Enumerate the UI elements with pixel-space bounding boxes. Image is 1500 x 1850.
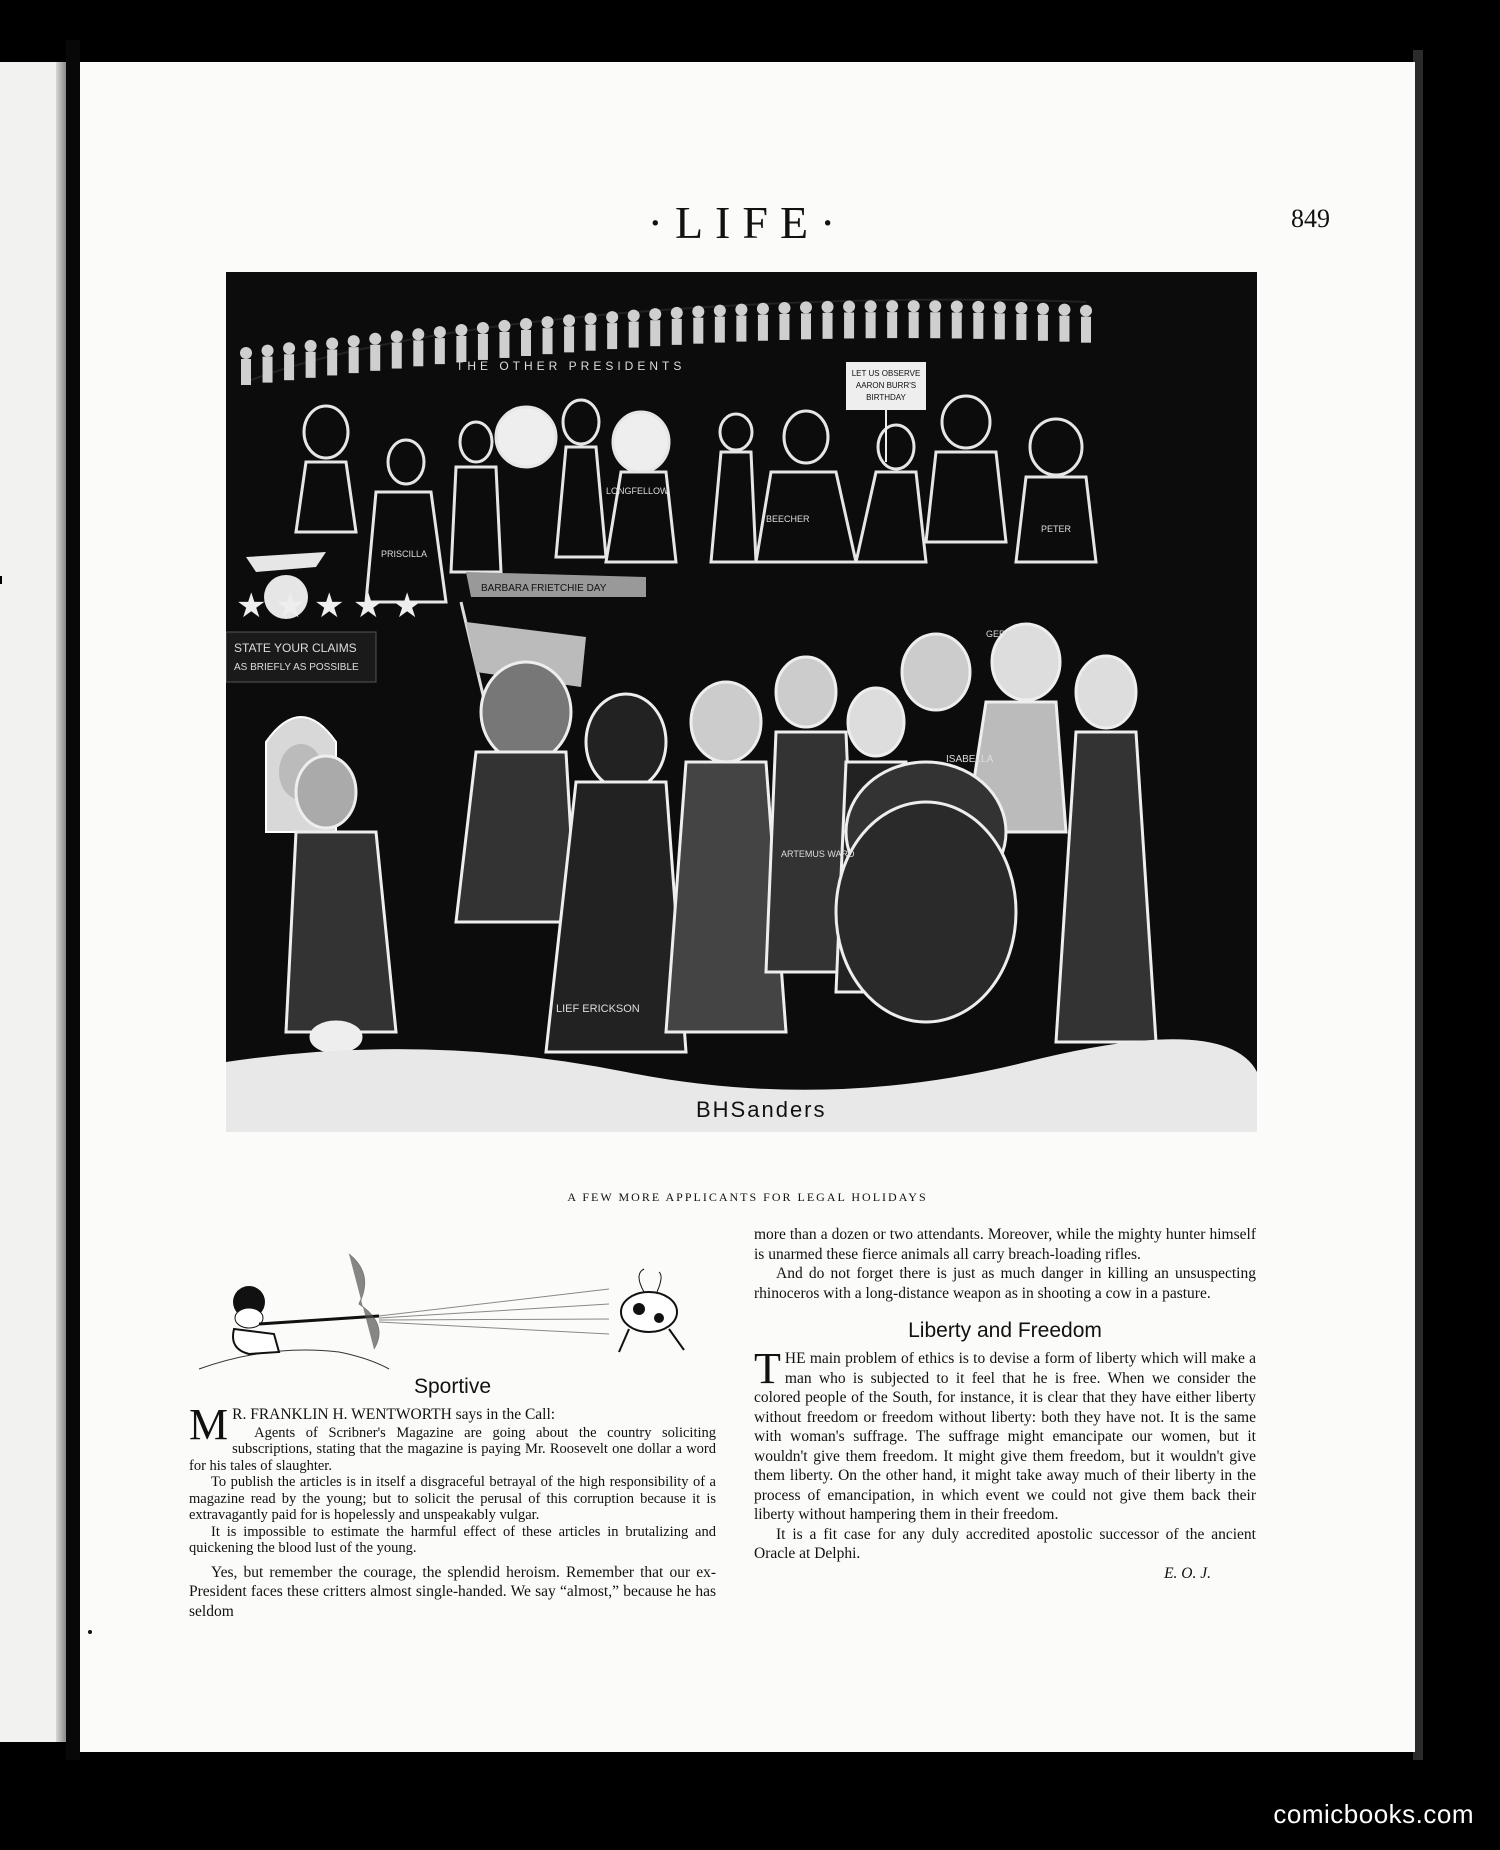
- procession-figure-body: [543, 328, 553, 354]
- procession-figure-body: [736, 316, 746, 342]
- procession-figure-head: [434, 326, 446, 338]
- procession-figure-body: [478, 334, 488, 360]
- placard-line2: AARON BURR'S: [855, 381, 917, 390]
- procession-figure-head: [283, 342, 295, 354]
- liberty-paragraph-1-text: HE main problem of ethics is to devise a form of liberty which will make a man who is subjected to it feel that he is free. When we consider the colored people of the South, for instance, it is clear that they have either liberty without freedom or freedom without liberty: both they have not. It is the same with woman's suffrage. The suffrage might emancipate our women, but it wouldn't give them freedom. It might give them freedom, but it wouldn't give them liberty. On the other hand, it might take away much of their liberty in the process of emancipation, in which event we could not give them back their liberty without hampering them in their freedom.: [754, 1350, 1256, 1523]
- liberty-paragraph-1: [754, 1344, 1256, 1525]
- procession-figure-body: [693, 318, 703, 344]
- procession-label: THE OTHER PRESIDENTS: [456, 359, 686, 373]
- sportive-intro-text: R. FRANKLIN H. WENTWORTH says in the Call:: [232, 1406, 556, 1423]
- procession-figure-body: [241, 359, 251, 385]
- dropcap-t: T: [754, 1344, 781, 1393]
- booth-sign-line2: AS BRIEFLY AS POSSIBLE: [234, 662, 359, 673]
- hunting-vignette: [189, 1234, 716, 1372]
- procession-figure-head: [262, 345, 274, 357]
- procession-figure-head: [951, 300, 963, 312]
- procession-figure-head: [348, 335, 360, 347]
- middle-figures: [296, 396, 1096, 602]
- bush: [349, 1254, 379, 1349]
- procession-figure-body: [801, 313, 811, 339]
- procession-figure-head: [994, 301, 1006, 313]
- procession-figure-head: [240, 347, 252, 359]
- page-number: 849: [1291, 204, 1330, 233]
- procession-figure-body: [866, 312, 876, 338]
- watermark: comicbooks.com: [1273, 1799, 1474, 1829]
- procession-figure-head: [412, 328, 424, 340]
- procession-figure-body: [564, 326, 574, 352]
- procession-figure-head: [1037, 303, 1049, 315]
- procession-figure-head: [606, 311, 618, 323]
- procession-figure-head: [822, 301, 834, 313]
- procession-figure-body: [672, 319, 682, 345]
- cartoon-drawing: [226, 272, 1257, 1132]
- quote-paragraph-3: It is impossible to estimate the harmful effect of these articles in brutalizing and quickening the blood lust of the young.: [189, 1523, 716, 1556]
- masthead-title: ·LIFE·: [647, 197, 848, 248]
- procession-figure-body: [349, 347, 359, 373]
- procession-figure-body: [413, 340, 423, 366]
- procession-figure-body: [370, 345, 380, 371]
- procession-figure-body: [973, 313, 983, 339]
- sportive-continued: more than a dozen or two attendants. Moreover, while the mighty hunter himself is unarmed these fierce animals all carry breach-loading rifles.: [754, 1226, 1256, 1263]
- procession-figure-body: [823, 313, 833, 339]
- procession-figure-body: [844, 312, 854, 338]
- procession-figure-body: [284, 354, 294, 380]
- procession-figure-body: [779, 314, 789, 340]
- procession-figure-body: [952, 312, 962, 338]
- procession-figure-head: [498, 320, 510, 332]
- procession-figure-head: [692, 306, 704, 318]
- procession-figure-head: [757, 303, 769, 315]
- procession-figure-body: [909, 312, 919, 338]
- scan-dot: [88, 1630, 92, 1634]
- label-geronimo: GERONIMO: [986, 629, 1037, 639]
- procession-figure-head: [585, 313, 597, 325]
- procession-figure-head: [477, 322, 489, 334]
- procession-figure-body: [758, 315, 768, 341]
- placard-line1: LET US OBSERVE: [851, 369, 921, 378]
- booth-sign-line1: STATE YOUR CLAIMS: [234, 641, 357, 655]
- svg-text:★ ★ ★ ★ ★: ★ ★ ★ ★ ★: [236, 588, 423, 625]
- label-longfellow: LONGFELLOW: [606, 486, 669, 496]
- procession-figure-head: [391, 331, 403, 343]
- procession-figure-head: [778, 302, 790, 314]
- heading-liberty: Liberty and Freedom: [908, 1319, 1102, 1342]
- procession-figure-body: [995, 313, 1005, 339]
- procession-figure-head: [542, 316, 554, 328]
- procession-figure-body: [586, 325, 596, 351]
- procession-figure-head: [735, 304, 747, 316]
- procession-figure-body: [435, 338, 445, 364]
- foreground-crowd: [286, 624, 1156, 1052]
- procession-figure-head: [908, 300, 920, 312]
- procession-figure-body: [1038, 315, 1048, 341]
- procession-figure-head: [1080, 305, 1092, 317]
- procession-figure-head: [843, 300, 855, 312]
- cow: [621, 1292, 677, 1332]
- cartoon-illustration: [226, 272, 1257, 1132]
- procession-figure-head: [972, 301, 984, 313]
- eagle-stars: [236, 552, 422, 625]
- liberty-paragraph-2: It is a fit case for any duly accredited apostolic successor of the ancient Oracle at Delphi.: [754, 1525, 1256, 1562]
- procession-figure-body: [521, 330, 531, 356]
- sportive-paragraph-2: And do not forget there is just as much danger in killing an unsuspecting rhinoceros with a long-distance weapon as in shooting a cow in a pasture.: [754, 1265, 1256, 1302]
- procession-figure-head: [929, 300, 941, 312]
- author-signature: E. O. J.: [1164, 1564, 1211, 1582]
- procession-figure-body: [392, 343, 402, 369]
- procession-figure-body: [1016, 314, 1026, 340]
- scan-mark: [0, 576, 8, 584]
- procession-figure-body: [930, 312, 940, 338]
- procession-figure-head: [886, 300, 898, 312]
- procession-figure-head: [563, 314, 575, 326]
- procession-figure-body: [327, 349, 337, 375]
- heading-sportive: Sportive: [413, 1375, 492, 1398]
- procession-figure-body: [1059, 316, 1069, 342]
- rifle: [259, 1316, 379, 1324]
- banner-label: BARBARA FRIETCHIE DAY: [481, 583, 607, 594]
- procession-figure-body: [607, 323, 617, 349]
- sportive-paragraph-1: Yes, but remember the courage, the splendid heroism. Remember that our ex-President faces these critters almost single-handed. We say “almost,” because he has seldom: [189, 1563, 716, 1620]
- procession-figure-body: [1081, 317, 1091, 343]
- procession-figure-head: [369, 333, 381, 345]
- procession-figure-body: [306, 352, 316, 378]
- right-column: [754, 1225, 1256, 1583]
- left-column: [189, 1234, 716, 1621]
- procession-figure-body: [499, 332, 509, 358]
- label-isabella: ISABELLA: [946, 754, 994, 765]
- procession-figure-head: [455, 324, 467, 336]
- placard-line3: BIRTHDAY: [866, 393, 906, 402]
- label-ward: ARTEMUS WARD: [781, 849, 855, 859]
- cartoon-caption: A FEW MORE APPLICANTS FOR LEGAL HOLIDAYS: [567, 1190, 928, 1204]
- procession-figure-body: [715, 317, 725, 343]
- label-priscilla: PRISCILLA: [381, 549, 428, 559]
- procession-figure-head: [628, 310, 640, 322]
- artist-signature: BHSanders: [696, 1097, 827, 1122]
- procession-figure-head: [326, 337, 338, 349]
- procession-figure-body: [629, 322, 639, 348]
- procession-figure-head: [1058, 304, 1070, 316]
- gutter: [66, 40, 80, 1760]
- quote-paragraph-2: To publish the articles is in itself a disgraceful betrayal of the high responsibility of a magazine read by the young; but to solicit the perusal of this corruption because it is extravagantly paid for is hopelessly and unspeakably vulgar.: [189, 1474, 716, 1523]
- procession-figure-head: [800, 301, 812, 313]
- magazine-page: [80, 62, 1415, 1752]
- procession-figure-head: [671, 307, 683, 319]
- label-ericsson: LIEF ERICKSON: [556, 1003, 640, 1015]
- procession-figure-head: [649, 308, 661, 320]
- procession-figure-head: [1015, 302, 1027, 314]
- procession-figure-body: [887, 312, 897, 338]
- procession-figure-body: [263, 357, 273, 383]
- procession-figure-head: [714, 305, 726, 317]
- label-beecher: BEECHER: [766, 514, 810, 524]
- procession-figure-head: [865, 300, 877, 312]
- dropcap-m: M: [189, 1400, 229, 1449]
- sportive-quote: [189, 1425, 716, 1557]
- label-peter: PETER: [1041, 524, 1072, 534]
- procession-figure-head: [305, 340, 317, 352]
- quote-paragraph-1: Agents of Scribner's Magazine are going about the country soliciting subscriptions, stating that the magazine is paying Mr. Roosevelt one dollar a word for his tales of slaughter.: [189, 1424, 716, 1474]
- procession-figure-body: [650, 320, 660, 346]
- procession-figure-head: [520, 318, 532, 330]
